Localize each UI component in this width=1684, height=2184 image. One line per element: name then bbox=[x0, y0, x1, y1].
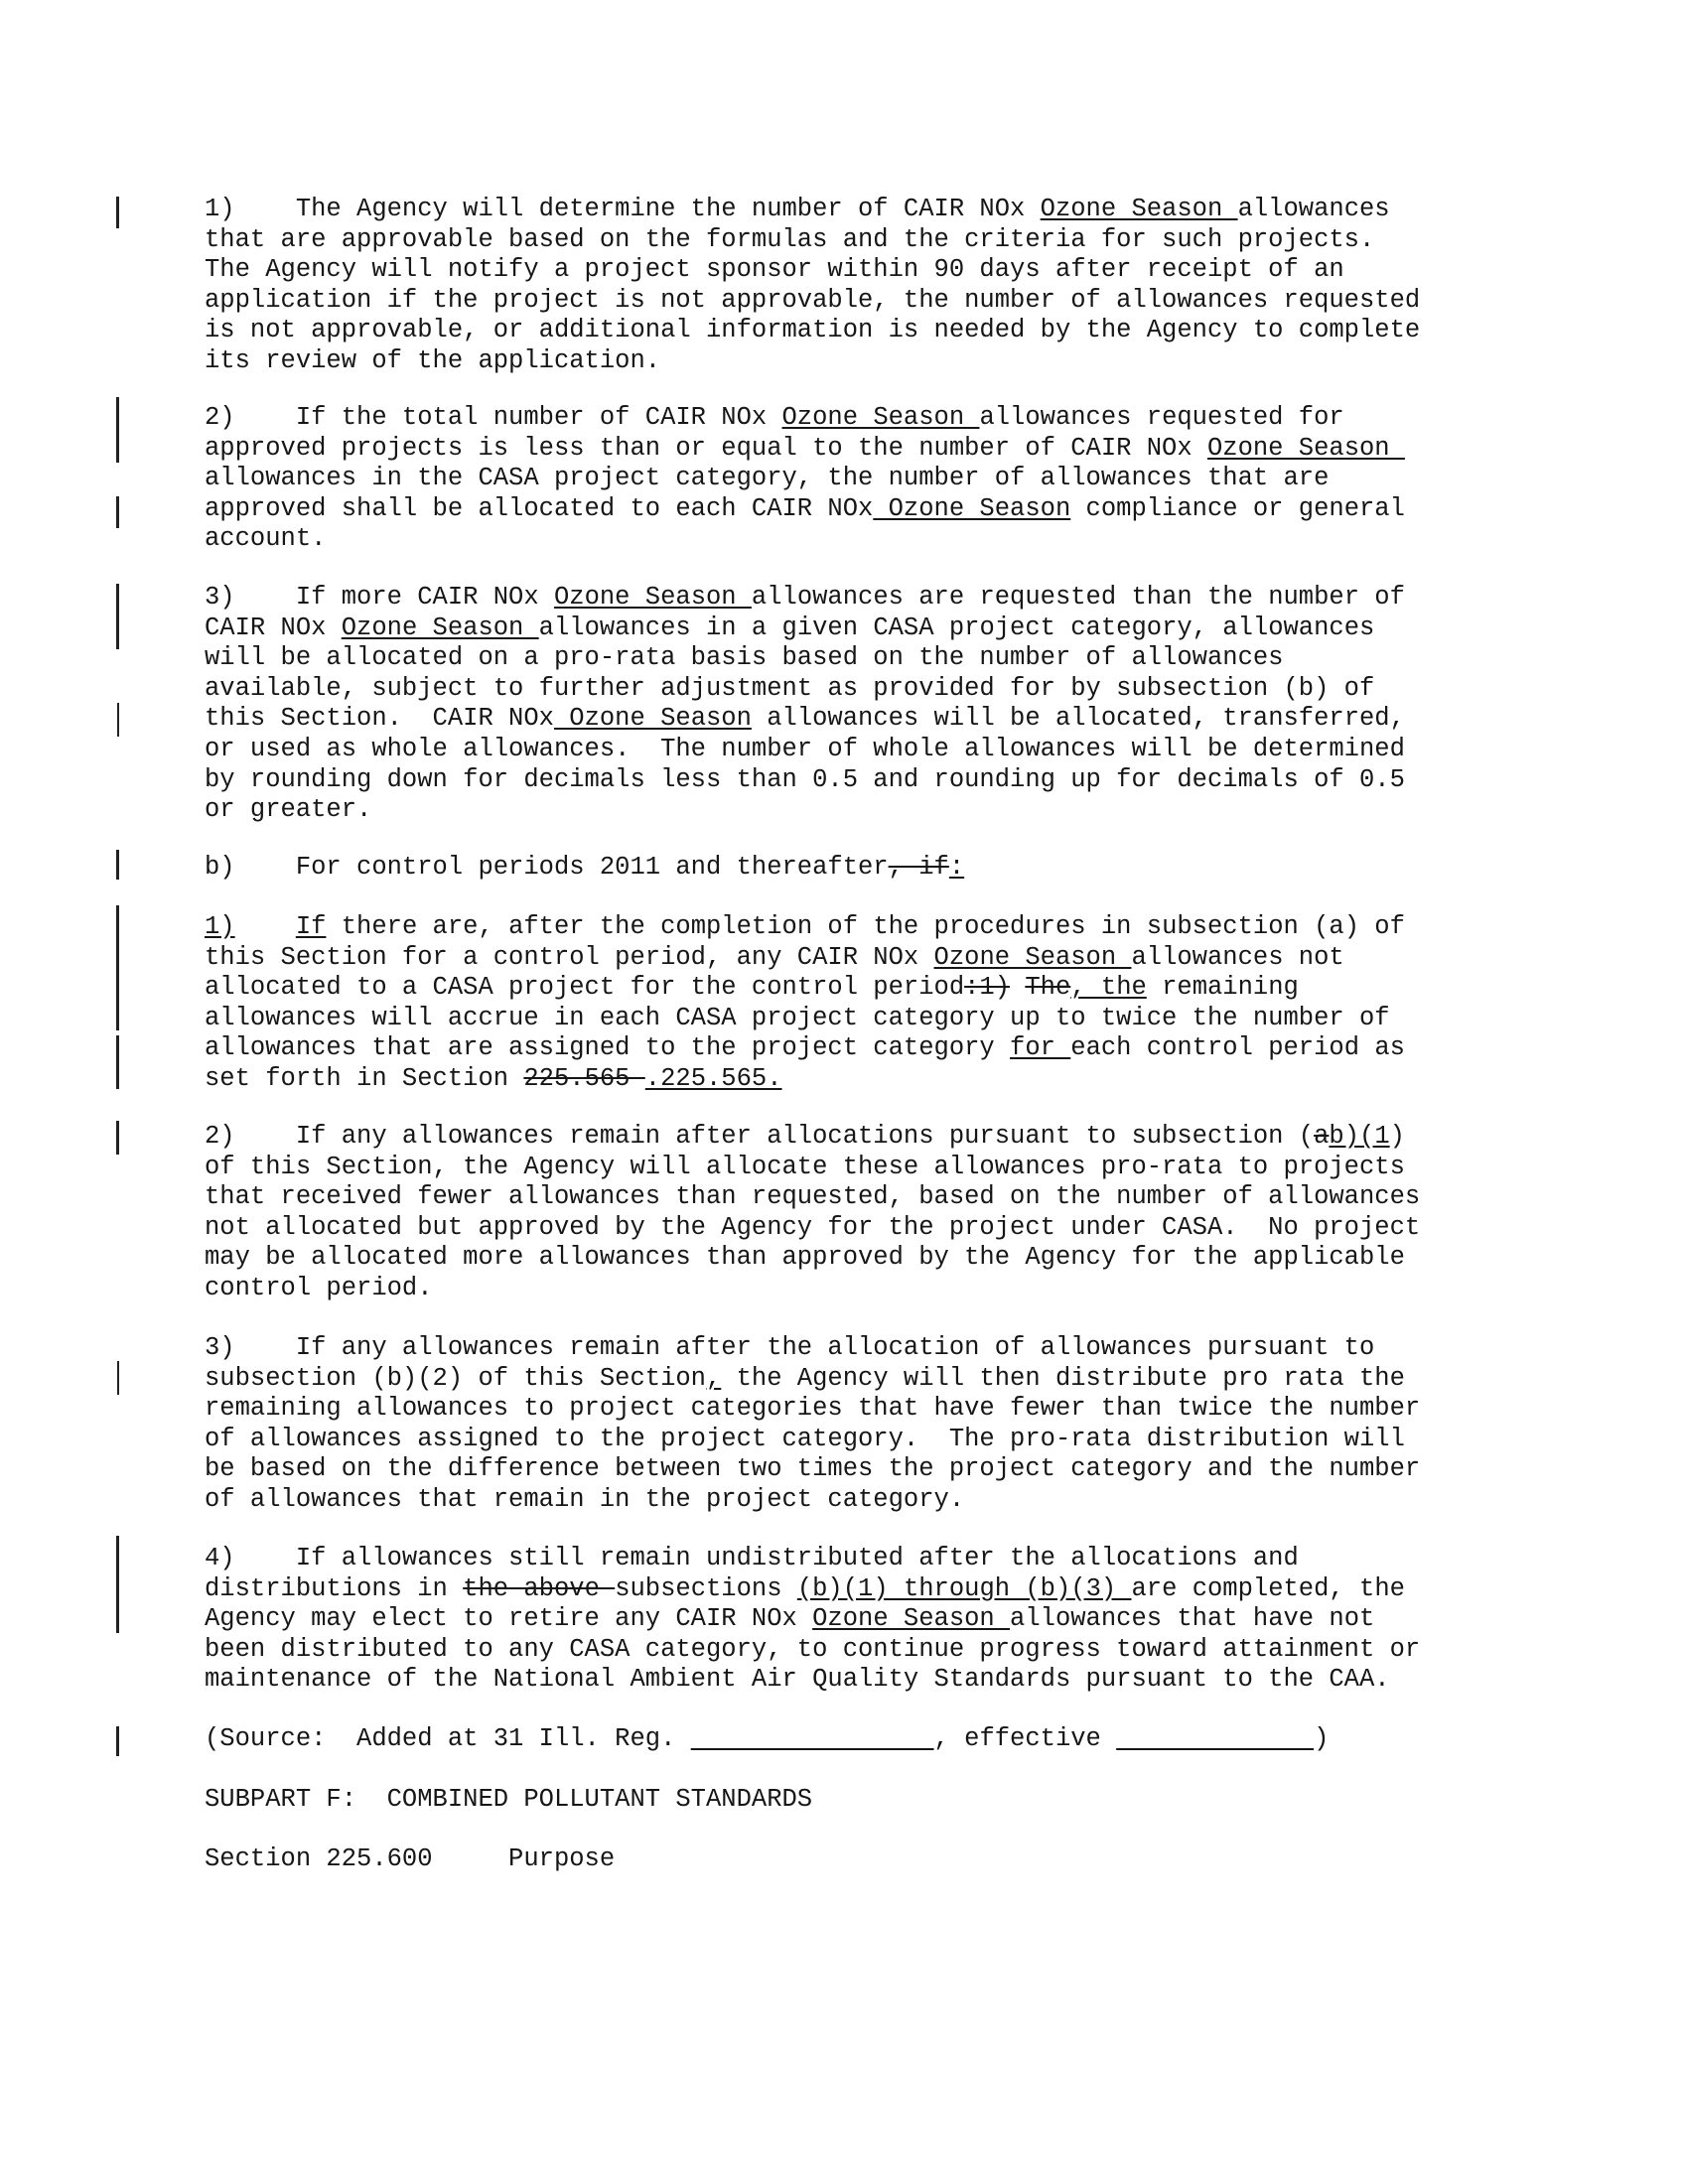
text-run: allowances in a given CASA project category, allowances bbox=[538, 613, 1375, 642]
text-run: ) bbox=[1314, 1724, 1330, 1753]
text-line bbox=[205, 434, 1525, 465]
text-run: or greater. bbox=[205, 795, 372, 825]
inserted-text: Ozone Season bbox=[781, 403, 980, 432]
text-run bbox=[235, 912, 296, 941]
deleted-text: The bbox=[1025, 973, 1071, 1003]
text-run: allowances bbox=[1237, 195, 1390, 223]
text-line bbox=[205, 1665, 1525, 1696]
text-run: of allowances that remain in the project category. bbox=[205, 1484, 965, 1514]
text-run: each control period as bbox=[1070, 1033, 1405, 1063]
change-bar bbox=[116, 584, 119, 649]
text-run: 2) If any allowances remain after allocations pursuant to subsection ( bbox=[205, 1122, 1315, 1151]
text-line bbox=[205, 735, 1525, 765]
text-run: remaining allowances to project categories that have fewer than twice the number bbox=[205, 1394, 1421, 1424]
text-line bbox=[205, 1274, 1525, 1304]
text-line bbox=[205, 704, 1525, 735]
deleted-text: 225.565 bbox=[523, 1063, 645, 1093]
text-line bbox=[205, 1394, 1525, 1425]
text-run: allowances in the CASA project category, the number of allowances that are bbox=[205, 464, 1330, 493]
text-line bbox=[205, 643, 1525, 674]
text-line bbox=[205, 1604, 1525, 1635]
deleted-text: the above bbox=[463, 1573, 616, 1603]
text-run: this Section for a control period, any CAIR NOx bbox=[205, 942, 934, 972]
text-run: 3) If any allowances remain after the allocation of allowances pursuant to bbox=[205, 1333, 1375, 1362]
inserted-text: Ozone Season bbox=[873, 493, 1071, 523]
text-line bbox=[205, 943, 1525, 974]
text-line bbox=[205, 1724, 1525, 1755]
change-bar bbox=[116, 1726, 119, 1756]
text-run: allowances that are assigned to the project category bbox=[205, 1033, 1011, 1063]
text-run: set forth in Section bbox=[205, 1063, 524, 1093]
text-line bbox=[205, 1574, 1525, 1605]
text-line bbox=[205, 853, 1525, 884]
text-line bbox=[205, 1213, 1525, 1244]
text-run: its review of the application. bbox=[205, 345, 661, 375]
text-run: the Agency will then distribute pro rata the bbox=[721, 1363, 1405, 1393]
text-run: distributions in bbox=[205, 1573, 464, 1603]
text-run: by rounding down for decimals less than 0.5 and rounding up for decimals of 0.5 bbox=[205, 764, 1405, 794]
change-bar bbox=[116, 397, 119, 463]
text-run: approved projects is less than or equal to the number of CAIR NOx bbox=[205, 433, 1207, 463]
inserted-text bbox=[1116, 1724, 1314, 1753]
change-bar bbox=[116, 1536, 119, 1633]
inserted-text: Ozone Season bbox=[812, 1604, 1011, 1634]
text-line bbox=[205, 524, 1525, 555]
text-line bbox=[205, 674, 1525, 705]
paragraph-b2 bbox=[205, 1122, 1525, 1304]
text-run: be based on the difference between two times the project category and the number bbox=[205, 1454, 1421, 1484]
text-line bbox=[205, 1544, 1525, 1574]
text-line bbox=[205, 464, 1525, 494]
text-run: allowances will accrue in each CASA project category up to twice the number of bbox=[205, 1003, 1390, 1032]
text-run: application if the project is not approvable, the number of allowances requested bbox=[205, 285, 1421, 315]
text-line bbox=[205, 1182, 1525, 1213]
text-run: been distributed to any CASA category, to continue progress toward attainment or bbox=[205, 1634, 1421, 1664]
text-line bbox=[205, 1333, 1525, 1364]
text-line bbox=[205, 1064, 1525, 1095]
text-run: that received fewer allowances than requested, based on the number of allowances bbox=[205, 1182, 1421, 1212]
text-line bbox=[205, 255, 1525, 286]
text-run: allowances not bbox=[1131, 942, 1344, 972]
text-line bbox=[205, 1122, 1525, 1153]
text-line bbox=[205, 195, 1525, 225]
text-run: subsections bbox=[615, 1573, 797, 1603]
change-bar bbox=[116, 905, 119, 1030]
deleted-text: a bbox=[1314, 1122, 1330, 1151]
text-run: account. bbox=[205, 524, 327, 554]
text-line bbox=[205, 1033, 1525, 1064]
subpart-heading bbox=[205, 1785, 1525, 1816]
paragraph-b3 bbox=[205, 1333, 1525, 1516]
text-run: remaining bbox=[1146, 973, 1299, 1003]
text-line bbox=[205, 403, 1525, 434]
text-line bbox=[205, 583, 1525, 614]
change-bar bbox=[117, 703, 119, 737]
text-run: will be allocated on a pro-rata basis based on the number of allowances bbox=[205, 643, 1284, 673]
inserted-text: for bbox=[1010, 1033, 1071, 1063]
inserted-text: b)(1 bbox=[1329, 1122, 1390, 1151]
inserted-text: Ozone Season bbox=[1040, 195, 1238, 223]
text-run bbox=[1010, 973, 1025, 1002]
inserted-text bbox=[691, 1724, 934, 1753]
text-line bbox=[205, 1243, 1525, 1274]
section-heading bbox=[205, 1844, 1525, 1875]
text-run: is not approvable, or additional information is needed by the Agency to complete bbox=[205, 316, 1421, 345]
paragraph-b bbox=[205, 853, 1525, 884]
text-run: The Agency will notify a project sponsor within 90 days after receipt of an bbox=[205, 255, 1344, 285]
text-run: not allocated but approved by the Agency for the project under CASA. No project bbox=[205, 1212, 1421, 1242]
inserted-text: If bbox=[295, 912, 327, 941]
text-run: allowances are requested than the number of bbox=[751, 583, 1405, 612]
text-run: there are, after the completion of the procedures in subsection (a) of bbox=[326, 912, 1405, 941]
text-line bbox=[205, 1364, 1525, 1395]
text-line bbox=[205, 1454, 1525, 1485]
text-line bbox=[205, 1844, 1525, 1875]
text-run: are completed, the bbox=[1131, 1573, 1405, 1603]
text-run: available, subject to further adjustment as provided for by subsection (b) of bbox=[205, 673, 1375, 703]
text-run: may be allocated more allowances than approved by the Agency for the applicable bbox=[205, 1243, 1405, 1273]
text-run: CAIR NOx bbox=[205, 613, 342, 642]
text-run: (Source: Added at 31 Ill. Reg. bbox=[205, 1724, 691, 1753]
text-line bbox=[205, 765, 1525, 796]
inserted-text: , the bbox=[1070, 973, 1147, 1003]
text-run: allowances will be allocated, transferred, bbox=[751, 704, 1405, 734]
text-run: 3) If more CAIR NOx bbox=[205, 583, 554, 612]
inserted-text: (b)(1) through (b)(3) bbox=[796, 1573, 1132, 1603]
text-line bbox=[205, 1153, 1525, 1183]
text-line bbox=[205, 346, 1525, 377]
paragraph-b4 bbox=[205, 1544, 1525, 1696]
text-line bbox=[205, 912, 1525, 943]
inserted-text: Ozone Season bbox=[933, 942, 1132, 972]
paragraph-b1 bbox=[205, 912, 1525, 1095]
text-run: maintenance of the National Ambient Air Quality Standards pursuant to the CAA. bbox=[205, 1665, 1390, 1695]
text-line bbox=[205, 286, 1525, 317]
text-run: ) bbox=[1389, 1122, 1405, 1151]
text-run: subsection (b)(2) of this Section bbox=[205, 1363, 706, 1393]
text-run: of allowances assigned to the project category. The pro-rata distribution will bbox=[205, 1424, 1405, 1453]
text-run: , effective bbox=[933, 1724, 1117, 1753]
change-bar bbox=[116, 850, 119, 880]
text-run: approved shall be allocated to each CAIR NOx bbox=[205, 493, 874, 523]
text-run: this Section. CAIR NOx bbox=[205, 704, 554, 734]
text-line bbox=[205, 316, 1525, 346]
text-run: 4) If allowances still remain undistributed after the allocations and bbox=[205, 1544, 1299, 1572]
source-note bbox=[205, 1724, 1525, 1755]
text-run: allowances that have not bbox=[1010, 1604, 1375, 1634]
text-line bbox=[205, 225, 1525, 256]
change-bar bbox=[116, 1035, 119, 1089]
change-bar bbox=[116, 1121, 119, 1155]
paragraph-a1 bbox=[205, 195, 1525, 377]
deleted-text: :1) bbox=[964, 973, 1011, 1003]
change-bar bbox=[116, 496, 119, 528]
text-run: allowances requested for bbox=[979, 403, 1344, 432]
text-line bbox=[205, 494, 1525, 525]
text-run: Agency may elect to retire any CAIR NOx bbox=[205, 1604, 813, 1634]
deleted-text: , if bbox=[888, 853, 949, 882]
inserted-text: .225.565. bbox=[644, 1063, 782, 1093]
text-run: 2) If the total number of CAIR NOx bbox=[205, 403, 782, 432]
text-line bbox=[205, 973, 1525, 1004]
text-run: 1) The Agency will determine the number of CAIR NOx bbox=[205, 195, 1041, 223]
text-line bbox=[205, 1004, 1525, 1034]
text-run: b) For control periods 2011 and thereafter bbox=[205, 853, 889, 882]
text-line bbox=[205, 1425, 1525, 1455]
inserted-text: Ozone Season bbox=[553, 583, 752, 612]
text-run: allocated to a CASA project for the control period bbox=[205, 973, 965, 1003]
text-run: or used as whole allowances. The number of whole allowances will be determined bbox=[205, 734, 1405, 763]
inserted-text: Ozone Season bbox=[553, 704, 752, 734]
paragraph-a3 bbox=[205, 583, 1525, 826]
text-run: control period. bbox=[205, 1273, 433, 1302]
text-run: compliance or general bbox=[1070, 493, 1405, 523]
change-bar bbox=[116, 197, 119, 228]
text-run: that are approvable based on the formulas and the criteria for such projects. bbox=[205, 224, 1375, 254]
text-line bbox=[205, 1785, 1525, 1816]
inserted-text: Ozone Season bbox=[1206, 433, 1405, 463]
text-line bbox=[205, 614, 1525, 644]
inserted-text: Ozone Season bbox=[341, 613, 539, 642]
inserted-text: , bbox=[705, 1363, 722, 1393]
text-line bbox=[205, 1485, 1525, 1516]
text-line bbox=[205, 1635, 1525, 1666]
text-run: of this Section, the Agency will allocate these allowances pro-rata to projects bbox=[205, 1152, 1405, 1181]
paragraph-a2 bbox=[205, 403, 1525, 555]
text-run: Section 225.600 Purpose bbox=[205, 1844, 616, 1873]
inserted-text: : bbox=[948, 853, 965, 882]
text-line bbox=[205, 795, 1525, 826]
inserted-text: 1) bbox=[205, 912, 235, 941]
text-run: SUBPART F: COMBINED POLLUTANT STANDARDS bbox=[205, 1785, 813, 1814]
change-bar bbox=[117, 1361, 119, 1395]
